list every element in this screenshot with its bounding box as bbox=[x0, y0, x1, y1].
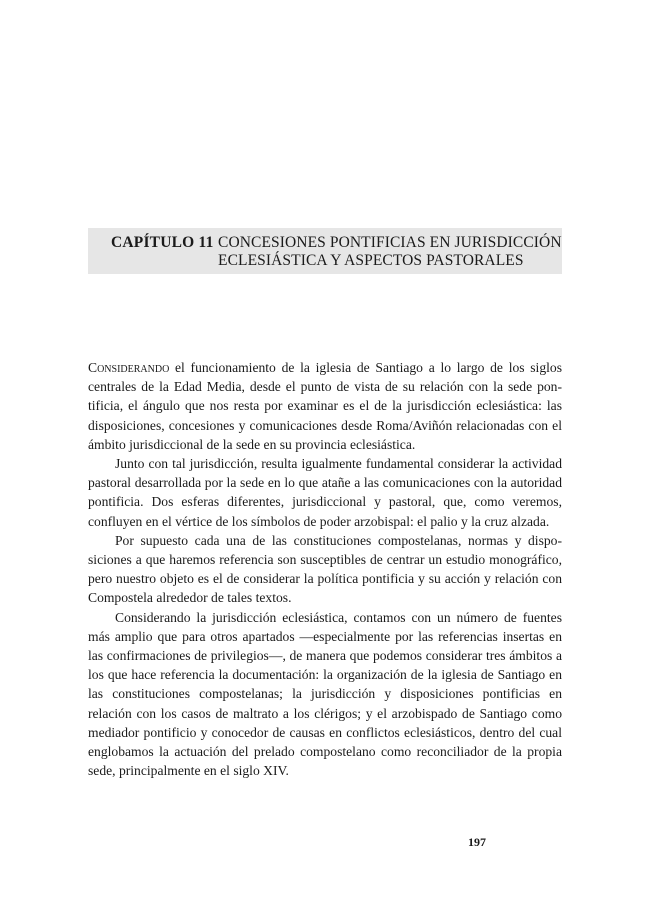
paragraph-1-text: el funcionamiento de la iglesia de Santiago a lo largo de los siglos centrales de la Edad Media, desde el punto de vista de su relación con la sede pontificia, el ángulo que nos resta por examinar es el de la jurisdicción eclesiástica: las disposiciones, concesiones y comunicaciones desde Roma/Aviñón relacionadas con el ámbito jurisdiccional de la sede en su provincia eclesiástica. bbox=[88, 360, 562, 452]
paragraph-1-lead: Considerando bbox=[88, 360, 170, 375]
paragraph-2: Junto con tal jurisdicción, resulta igualmente fundamental considerar la actividad pastoral desarrollada por la sede en lo que atañe a las comunicaciones con la autoridad pontificia. Dos esferas diferentes, jurisdiccional y pastoral, que, como veremos, confluyen en el vértice de los símbolos de poder arzobispal: el palio y la cruz alzada. bbox=[88, 456, 562, 529]
body-text bbox=[88, 358, 562, 780]
chapter-label: CAPÍTULO 11 bbox=[111, 234, 214, 251]
page-number: 197 bbox=[468, 835, 486, 849]
paragraph-4: Considerando la jurisdicción eclesiástica, contamos con un número de fuentes más amplio que para otros apartados —especialmente por las referencias insertas en las confirmaciones de privilegios—, de manera que podemos considerar tres ámbitos a los que hace referencia la documentación: la organización de la iglesia de Santiago en las constituciones compostelanas; la jurisdicción y disposiciones pontificias en relación con los casos de maltrato a los clérigos; y el arzobispado de Santiago como mediador pontificio y conocedor de causas en conflictos eclesiásticos, dentro del cual englobamos la actuación del prelado compostelano como reconciliador de la propia sede, principalmente en el siglo XIV. bbox=[88, 609, 562, 779]
chapter-title-line-1: CONCESIONES PONTIFICIAS EN JURISDICCIÓN bbox=[218, 234, 562, 251]
chapter-title-line-2: ECLESIÁSTICA Y ASPECTOS PASTORALES bbox=[218, 252, 524, 269]
chapter-header bbox=[88, 228, 562, 274]
chapter-title bbox=[218, 234, 562, 270]
paragraph-1 bbox=[88, 358, 562, 454]
paragraph-3: Por supuesto cada una de las constituciones compostelanas, normas y disposiciones a que haremos referencia son susceptibles de centrar un estudio monográfico, pero nuestro objeto es el de considerar la política pontificia y su acción y relación con Compostela alrededor de tales textos. bbox=[88, 532, 562, 606]
